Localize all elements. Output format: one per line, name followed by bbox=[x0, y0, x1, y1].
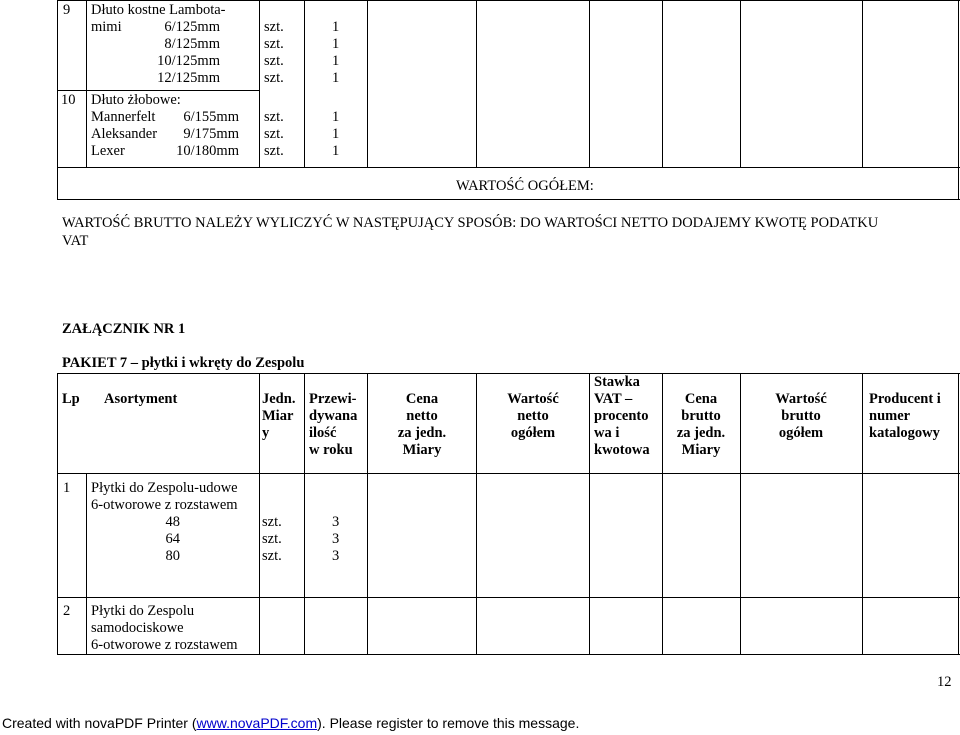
row1-name: Płytki do Zespolu-udowe 6-otworowe z rozstawem bbox=[91, 480, 238, 513]
row2-lp: 2 bbox=[63, 603, 71, 619]
row9-name: Dłuto kostne Lambota- bbox=[91, 2, 226, 18]
row9-units: szt. szt. szt. szt. bbox=[264, 19, 284, 86]
row10-lp: 10 bbox=[61, 92, 76, 108]
row10-qty: 1 1 1 bbox=[332, 109, 340, 159]
row10-item: Aleksander 9/175mm bbox=[91, 126, 239, 142]
row1-sizes: 48 64 80 bbox=[165, 514, 180, 564]
header-asortyment: Asortyment bbox=[104, 391, 178, 407]
row2-name: Płytki do Zespolu samodociskowe 6-otworowe z rozstawem bbox=[91, 603, 238, 653]
row9-qty: 1 1 1 1 bbox=[332, 19, 340, 86]
row9-sizes: 6/125mm 8/125mm 10/125mm 12/125mm bbox=[157, 19, 220, 86]
row1-lp: 1 bbox=[63, 480, 71, 496]
package-title: PAKIET 7 – płytki i wkręty do Zespolu bbox=[62, 355, 305, 371]
row10-item: Mannerfelt 6/155mm bbox=[91, 109, 239, 125]
row10-name: Dłuto żłobowe: bbox=[91, 92, 181, 108]
header-cena-netto: Cena netto za jedn. Miary bbox=[397, 391, 447, 458]
header-cena-brutto: Cena brutto za jedn. Miary bbox=[676, 391, 726, 458]
row9-name-cont: mimi bbox=[91, 19, 122, 35]
total-label: WARTOŚĆ OGÓŁEM: bbox=[456, 178, 594, 194]
row9-lp: 9 bbox=[63, 2, 71, 18]
row10-units: szt. szt. szt. bbox=[264, 109, 284, 159]
novapdf-link[interactable]: www.novaPDF.com bbox=[196, 715, 318, 731]
header-przewidywana-ilosc: Przewi- dywana ilość w roku bbox=[309, 391, 358, 458]
header-stawka-vat: Stawka VAT – procento wa i kwotowa bbox=[594, 374, 650, 458]
footer-suffix: ). Please register to remove this message. bbox=[317, 715, 580, 731]
header-jedn-miary: Jedn. Miar y bbox=[262, 391, 296, 441]
row1-units: szt. szt. szt. bbox=[262, 514, 282, 564]
header-producent: Producent i numer katalogowy bbox=[869, 391, 941, 441]
page-number: 12 bbox=[937, 674, 952, 690]
row10-items bbox=[91, 109, 239, 160]
header-wartosc-brutto: Wartość brutto ogółem bbox=[775, 391, 827, 441]
row1-qty: 3 3 3 bbox=[332, 514, 340, 564]
attachment-title: ZAŁĄCZNIK NR 1 bbox=[62, 321, 186, 337]
header-lp: Lp bbox=[62, 391, 80, 407]
vat-note-line1: WARTOŚĆ BRUTTO NALEŻY WYLICZYĆ W NASTĘPUJĄCY SPOSÓB: DO WARTOŚCI NETTO DODAJEMY KWOTĘ PODATKU bbox=[62, 215, 879, 231]
vat-note-line2: VAT bbox=[62, 233, 89, 249]
row10-item: Lexer 10/180mm bbox=[91, 143, 239, 159]
novapdf-footer bbox=[2, 715, 579, 732]
footer-prefix: Created with novaPDF Printer ( bbox=[2, 715, 197, 731]
header-wartosc-netto: Wartość netto ogółem bbox=[507, 391, 559, 441]
